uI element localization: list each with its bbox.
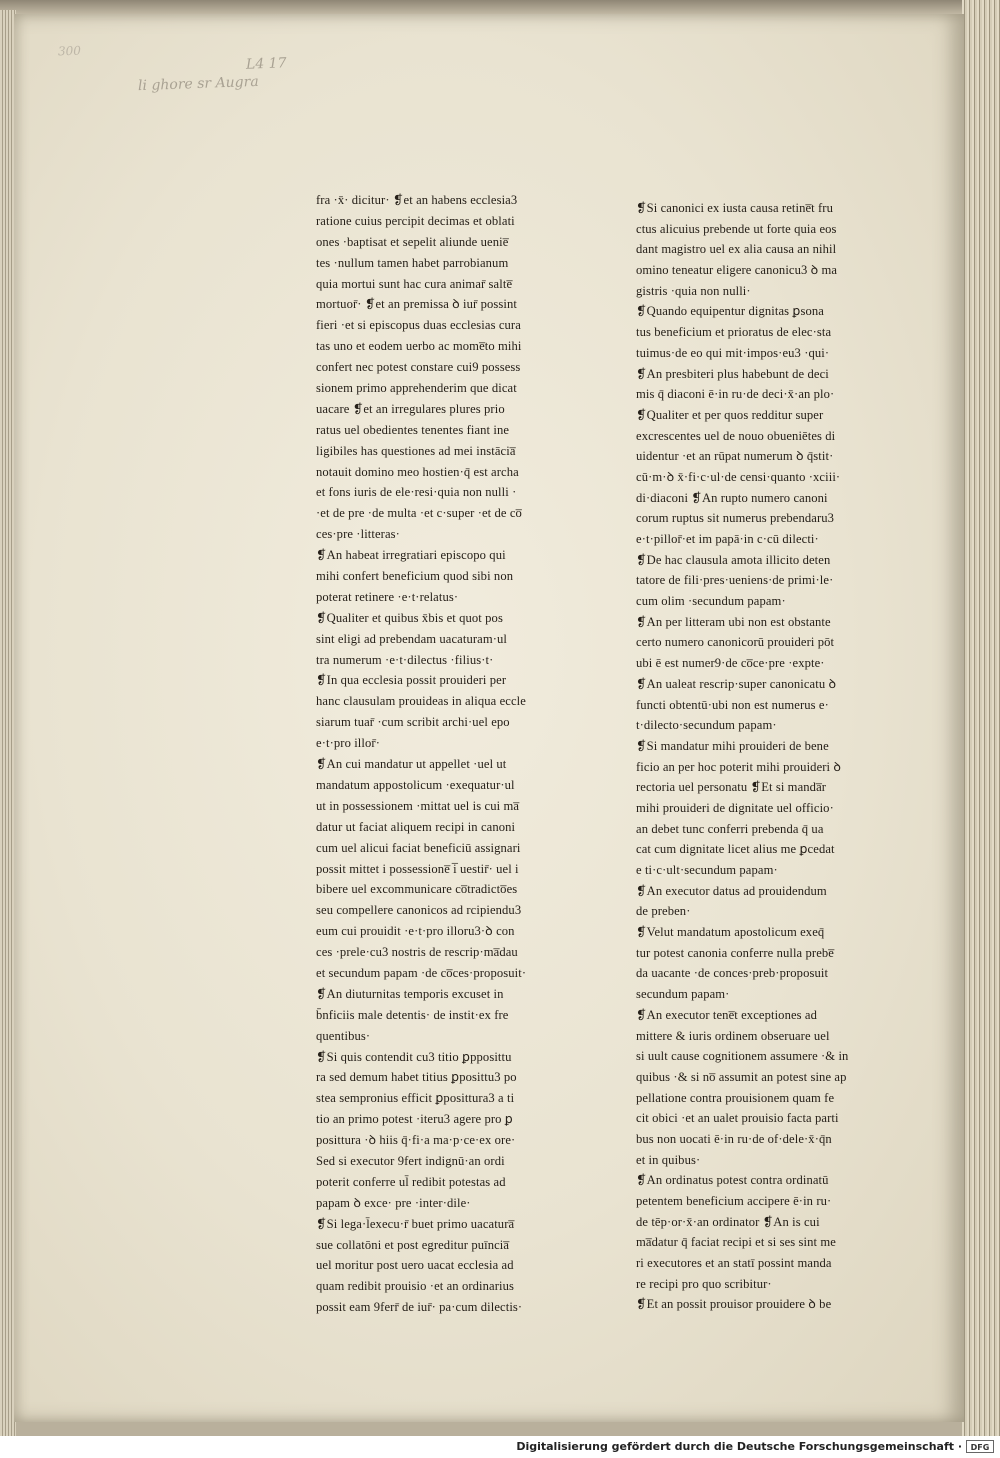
text-line: ma̅datur q̄ faciat recipi et si ses sint me xyxy=(636,1235,836,1250)
text-line: mihi prouideri de dignitate uel officio· xyxy=(636,800,834,815)
text-line: ❡In qua ecclesia possit prouideri per xyxy=(316,673,507,688)
text-line: ❡An cui mandatur ut appellet ·uel ut xyxy=(316,757,507,772)
text-line: tus beneficium et prioratus de elec·sta xyxy=(636,325,832,340)
text-line: b̄nficiis male detentis· de instit·ex fre xyxy=(316,1007,509,1022)
text-line: ·et de pre ·de multa ·et c·super ·et de co̅ xyxy=(316,506,522,521)
text-line: e·t·pillor̄·et im papā·in c·cū dilecti· xyxy=(636,532,819,546)
footer-credit: Digitalisierung gefördert durch die Deutsche Forschungsgemeinschaft · xyxy=(516,1440,962,1453)
text-line: certo numero canonicorū prouideri pōt xyxy=(636,635,835,650)
text-line: tra numerum ·e·t·dilectus ·filius·t· xyxy=(316,652,494,667)
text-line: excrescentes uel de nouo obueniētes di xyxy=(636,428,836,443)
footer-bar xyxy=(0,1436,1000,1458)
text-line: ❡De hac clausula amota illicito deten xyxy=(636,552,831,567)
text-line: quam redibit prouisio ·et an ordinarius xyxy=(316,1279,515,1294)
text-line: corum ruptus sit numerus prebendaru3 xyxy=(636,511,835,526)
text-line: possit eam 9ferr̄ de iur̄· pa·cum dilectis· xyxy=(316,1300,523,1315)
text-line: de tēp·or·x̄·an ordinator ❡An is cui xyxy=(636,1214,820,1229)
text-line: ❡Si canonici ex iusta causa retine̅t fru xyxy=(636,201,833,215)
text-line: posittura ·ꝺ hiis q̄·fi·a ma·p·ce·ex ore· xyxy=(316,1133,516,1148)
text-line: quentibus· xyxy=(316,1028,371,1043)
text-line: ut in possessionem ·mittat uel is cui ma̅ xyxy=(316,798,520,813)
text-line: ❡Si lega·l̄execu·r̄ buet primo uacatura̅ xyxy=(316,1216,515,1231)
text-line: cat cum dignitate licet alius me ꝑcedat xyxy=(636,842,835,857)
text-line: seu compellere canonicos ad rcipiendu3 xyxy=(316,903,522,918)
text-line: di·diaconi ❡An rupto numero canoni xyxy=(636,490,828,505)
page xyxy=(14,14,964,1422)
text-line: sint eligi ad prebendam uacaturam·ul xyxy=(316,631,508,646)
text-line: mis q̄ diaconi ē·in ru·de deci·x̄·an plo· xyxy=(636,387,835,402)
text-line: tur potest canonia conferre nulla prebe̅ xyxy=(636,945,834,960)
text-line: et fons iuris de ele·resi·quia non nulli · xyxy=(316,485,517,500)
text-line: e ti·c·ult·secundum papam· xyxy=(636,863,778,877)
text-line: ❡An executor datus ad prouidendum xyxy=(636,883,827,898)
text-line: mihi confert beneficium quod sibi non xyxy=(316,569,514,584)
text-line: confert nec potest constare cui9 possess xyxy=(316,360,521,375)
text-line: ubi ē est numer9·de co̅ce·pre ·expte· xyxy=(636,656,825,671)
text-line: poterat retinere ·e·t·relatus· xyxy=(316,589,459,604)
text-line: ❡An per litteram ubi non est obstante xyxy=(636,614,831,629)
text-line: siarum tuar̄ ·cum scribit archi·uel epo xyxy=(316,715,510,730)
text-line: notauit domino meo hostien·q̄ est archa xyxy=(316,464,519,479)
text-line: bibere uel excommunicare co̅tradicto̅es xyxy=(316,882,518,897)
text-line: uacare ❡et an irregulares plures prio xyxy=(316,401,505,416)
right-page-edges xyxy=(962,0,1000,1436)
text-line: an debet tunc conferri prebenda q̄ ua xyxy=(636,821,824,836)
text-line: dant magistro uel ex alia causa an nihil xyxy=(636,242,837,257)
text-line: ❡Quando equipentur dignitas ꝑsona xyxy=(636,304,824,319)
text-line: tio an primo potest ·iteru3 agere pro ꝑ xyxy=(316,1112,513,1127)
text-line: rectoria uel personatu ❡Et si manda̅r xyxy=(636,780,827,795)
text-line: ❡An presbiteri plus habebunt de deci xyxy=(636,366,829,381)
pencil-note-1: L4 17 xyxy=(245,55,287,73)
text-line: cū·m·ꝺ x̄·fi·c·ul·de censi·quanto ·xciii· xyxy=(636,469,841,484)
text-line: ❡Velut mandatum apostolicum exeq̄ xyxy=(636,925,825,940)
text-line: sionem primo apprehenderim que dicat xyxy=(316,381,517,396)
text-line: cum olim ·secundum papam· xyxy=(636,594,786,609)
text-line: ❡An ualeat rescrip·super canonicatu ꝺ xyxy=(636,676,837,691)
text-line: t·dilecto·secundum papam· xyxy=(636,718,777,733)
pencil-note-corner: 300 xyxy=(57,43,82,59)
text-line: ❡Qualiter et per quos redditur super xyxy=(636,407,824,422)
left-text-column xyxy=(316,190,566,1318)
text-line: ces ·prele·cu3 nostris de rescrip·ma̅dau xyxy=(316,945,518,960)
text-line: et secundum papam ·de co̅ces·proposuit· xyxy=(316,965,527,980)
text-line: de preben· xyxy=(636,904,691,919)
text-line: ctus alicuius prebende ut forte quia eos xyxy=(636,221,837,236)
text-line: secundum papam· xyxy=(636,987,730,1002)
text-line: ratione cuius percipit decimas et oblati xyxy=(316,213,515,228)
text-line: functi obtentū·ubi non est numerus e· xyxy=(636,697,829,712)
right-text-column xyxy=(636,198,898,1315)
text-line: petentem beneficium accipere ē·in ru· xyxy=(636,1194,832,1208)
text-line: et in quibus· xyxy=(636,1152,701,1167)
text-line: ❡Si quis contendit cu3 titio ꝑpposittu xyxy=(316,1049,512,1064)
text-line: fieri ·et si episcopus duas ecclesias cura xyxy=(316,318,521,333)
text-line: tas uno et eodem uerbo ac mome̅to mihi xyxy=(316,339,522,354)
pencil-note-2: li ghore sr Augra xyxy=(137,73,259,95)
text-line: quibus ·& si no̅ assumit an potest sine ap xyxy=(636,1069,847,1084)
text-line: tuimus·de eo qui mit·impos·eu3 ·qui· xyxy=(636,345,830,360)
text-line: tatore de fili·pres·ueniens·de primi·le· xyxy=(636,573,834,588)
text-line: gistris ·quia non nulli· xyxy=(636,283,751,298)
text-line: ficio an per hoc poterit mihi prouideri ꝺ xyxy=(636,759,842,774)
text-line: papam ꝺ exce· pre ·inter·dile· xyxy=(316,1195,471,1210)
text-line: omino teneatur eligere canonicu3 ꝺ ma xyxy=(636,263,838,278)
text-line: pellatione contra prouisionem quam fe xyxy=(636,1090,835,1105)
text-line: ❡An ordinatus potest contra ordinatū xyxy=(636,1173,829,1188)
text-line: datur ut faciat aliquem recipi in canoni xyxy=(316,819,516,834)
text-line: ❡Et an possit prouisor prouidere ꝺ be xyxy=(636,1297,832,1312)
text-line: si uult cause cognitionem assumere ·& in xyxy=(636,1049,849,1064)
text-line: mittere & iuris ordinem obseruare uel xyxy=(636,1028,830,1043)
text-line: tes ·nullum tamen habet parrobianum xyxy=(316,255,509,270)
text-line: ❡An habeat irregratiari episcopo qui xyxy=(316,548,506,563)
text-line: re recipi pro quo scribitur· xyxy=(636,1276,772,1291)
text-line: da uacante ·de conces·preb·proposuit xyxy=(636,966,829,981)
text-line: ri executores et an statī possint manda xyxy=(636,1256,832,1271)
text-line: ones ·baptisat et sepelit aliunde uenie̅ xyxy=(316,234,509,249)
text-line: sue collatōni et post egreditur puīncia̅ xyxy=(316,1237,510,1252)
text-line: mortuor̄· ❡et an premissa ꝺ iur̄ possint xyxy=(316,297,517,312)
text-line: cum uel alicui faciat beneficiū assignari xyxy=(316,840,521,855)
text-line: mandatum appostolicum ·exequatur·ul xyxy=(316,777,515,792)
text-line: ❡An executor tene̅t exceptiones ad xyxy=(636,1007,817,1022)
text-line: cit obici ·et an ualet prouisio facta parti xyxy=(636,1111,839,1126)
dfg-logo: DFG xyxy=(966,1440,994,1453)
text-line: uel moritur post uero uacat ecclesia ad xyxy=(316,1258,514,1273)
text-line: Sed si executor 9fert indignū·an ordi xyxy=(316,1153,505,1168)
text-line: ra sed demum habet titius ꝑposittu3 po xyxy=(316,1070,517,1085)
text-line: quia mortui sunt hac cura animar̄ salte̅ xyxy=(316,276,513,291)
text-line: bus non uocati ē·in ru·de of·dele·x̄·q̄n xyxy=(636,1131,832,1146)
text-line: possit mittet i possessione̅ i̅ uestir̄· uel i xyxy=(316,861,519,876)
text-line: ❡Qualiter et quibus x̄bis et quot pos xyxy=(316,610,503,625)
text-line: stea sempronius efficit ꝑposittura3 a ti xyxy=(316,1091,515,1106)
text-line: ces·pre ·litteras· xyxy=(316,527,400,542)
text-line: ratus uel obedientes tenentes fiant ine xyxy=(316,422,510,437)
text-line: fra ·x̄· dicitur· ❡et an habens ecclesia3 xyxy=(316,193,518,207)
text-line: hanc clausulam prouideas in aliqua eccle xyxy=(316,694,526,709)
text-line: eum cui prouidit ·e·t·pro illoru3·ꝺ con xyxy=(316,924,515,939)
text-line: uidentur ·et an rūpat numerum ꝺ q̄stit· xyxy=(636,449,834,464)
text-line: ❡Si mandatur mihi prouideri de bene xyxy=(636,738,829,753)
text-line: e·t·pro illor̄· xyxy=(316,736,380,751)
text-line: ligibiles has questiones ad mei instācia̅ xyxy=(316,443,516,458)
text-line: poterit conferre ul̄ redibit potestas ad xyxy=(316,1174,506,1189)
text-line: ❡An diuturnitas temporis excuset in xyxy=(316,986,504,1001)
